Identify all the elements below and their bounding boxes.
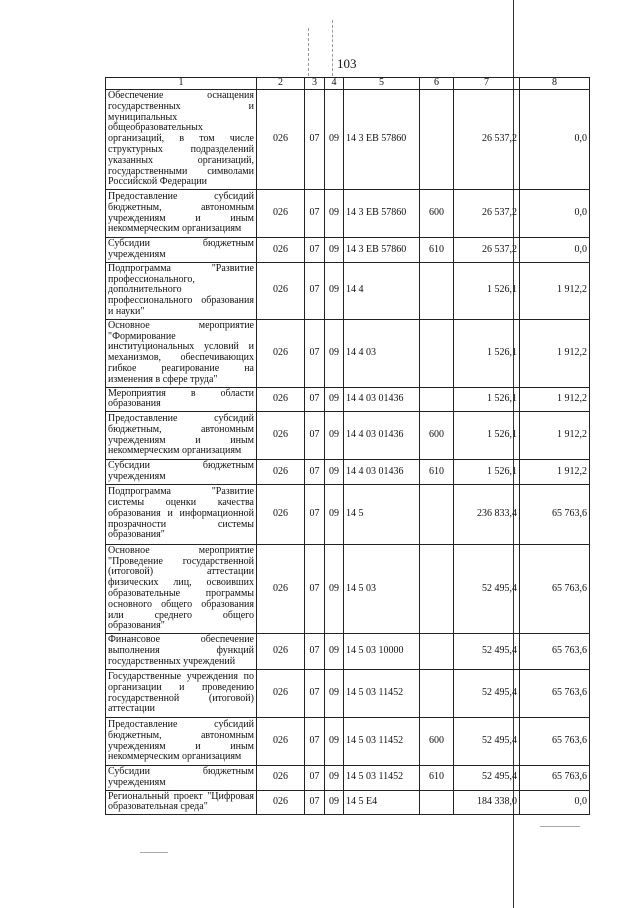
header-row bbox=[106, 78, 590, 90]
table-row bbox=[106, 670, 590, 718]
cell-expense-type: 600 bbox=[420, 412, 454, 460]
cell-subsection: 09 bbox=[325, 790, 344, 815]
cell-amount-1: 52 495,4 bbox=[454, 544, 520, 633]
cell-amount-2: 65 763,6 bbox=[520, 766, 590, 791]
cell-amount-1: 52 495,4 bbox=[454, 766, 520, 791]
row-name: Предоставление субсидий бюджетным, автономным учреждениям и иным некоммерческим организациям bbox=[106, 412, 257, 460]
cell-section: 07 bbox=[305, 412, 325, 460]
row-name: Субсидии бюджетным учреждениям bbox=[106, 238, 257, 263]
column-header: 1 bbox=[106, 78, 257, 90]
row-name: Финансовое обеспечение выполнения функций государственных учреждений bbox=[106, 634, 257, 670]
cell-target-article: 14 5 03 11452 bbox=[344, 766, 420, 791]
cell-expense-type: 610 bbox=[420, 238, 454, 263]
table-row bbox=[106, 412, 590, 460]
cell-expense-type: 600 bbox=[420, 190, 454, 238]
cell-expense-type bbox=[420, 319, 454, 387]
table-row bbox=[106, 718, 590, 766]
cell-amount-2: 0,0 bbox=[520, 90, 590, 190]
cell-target-article: 14 3 ЕВ 57860 bbox=[344, 90, 420, 190]
cell-admin-code: 026 bbox=[257, 634, 305, 670]
cell-section: 07 bbox=[305, 790, 325, 815]
cell-subsection: 09 bbox=[325, 387, 344, 412]
cell-subsection: 09 bbox=[325, 412, 344, 460]
cell-expense-type bbox=[420, 90, 454, 190]
cell-amount-1: 184 338,0 bbox=[454, 790, 520, 815]
cell-section: 07 bbox=[305, 238, 325, 263]
cell-target-article: 14 3 ЕВ 57860 bbox=[344, 190, 420, 238]
row-name: Обеспечение оснащения государственных и муниципальных общеобразовательных организаций, в том числе структурных подразделений указанных организаций, государственными символами Российской Федерации bbox=[106, 90, 257, 190]
cell-target-article: 14 3 ЕВ 57860 bbox=[344, 238, 420, 263]
cell-amount-1: 52 495,4 bbox=[454, 670, 520, 718]
cell-amount-1: 1 526,1 bbox=[454, 262, 520, 319]
table-row bbox=[106, 544, 590, 633]
cell-amount-2: 0,0 bbox=[520, 238, 590, 263]
cell-section: 07 bbox=[305, 262, 325, 319]
row-name: Основное мероприятие "Проведение государственной (итоговой) аттестации физических лиц, освоивших образовательные программы основного общего образования или среднего общего образования" bbox=[106, 544, 257, 633]
cell-admin-code: 026 bbox=[257, 670, 305, 718]
cell-subsection: 09 bbox=[325, 190, 344, 238]
column-header: 5 bbox=[344, 78, 420, 90]
row-name: Предоставление субсидий бюджетным, автономным учреждениям и иным некоммерческим организациям bbox=[106, 190, 257, 238]
cell-target-article: 14 5 03 bbox=[344, 544, 420, 633]
cell-section: 07 bbox=[305, 670, 325, 718]
cell-amount-2: 0,0 bbox=[520, 190, 590, 238]
row-name: Субсидии бюджетным учреждениям bbox=[106, 766, 257, 791]
cell-amount-2: 0,0 bbox=[520, 790, 590, 815]
cell-section: 07 bbox=[305, 766, 325, 791]
cell-subsection: 09 bbox=[325, 544, 344, 633]
cell-target-article: 14 5 Е4 bbox=[344, 790, 420, 815]
table-row bbox=[106, 319, 590, 387]
cell-subsection: 09 bbox=[325, 238, 344, 263]
cell-admin-code: 026 bbox=[257, 790, 305, 815]
cell-amount-2: 65 763,6 bbox=[520, 484, 590, 544]
cell-target-article: 14 4 03 bbox=[344, 319, 420, 387]
cell-section: 07 bbox=[305, 718, 325, 766]
cell-section: 07 bbox=[305, 90, 325, 190]
cell-admin-code: 026 bbox=[257, 718, 305, 766]
cell-target-article: 14 4 03 01436 bbox=[344, 387, 420, 412]
page-number: 103 bbox=[337, 56, 357, 71]
cell-amount-1: 26 537,2 bbox=[454, 190, 520, 238]
cell-amount-2: 1 912,2 bbox=[520, 262, 590, 319]
cell-expense-type bbox=[420, 670, 454, 718]
cell-amount-1: 236 833,4 bbox=[454, 484, 520, 544]
table-row bbox=[106, 766, 590, 791]
cell-amount-1: 26 537,2 bbox=[454, 238, 520, 263]
cell-subsection: 09 bbox=[325, 90, 344, 190]
cell-subsection: 09 bbox=[325, 766, 344, 791]
row-name: Субсидии бюджетным учреждениям bbox=[106, 460, 257, 485]
cell-amount-2: 65 763,6 bbox=[520, 544, 590, 633]
table-row bbox=[106, 387, 590, 412]
cell-expense-type: 610 bbox=[420, 460, 454, 485]
cell-admin-code: 026 bbox=[257, 460, 305, 485]
column-header: 3 bbox=[305, 78, 325, 90]
cell-expense-type bbox=[420, 634, 454, 670]
scan-artifact-dash bbox=[332, 20, 333, 76]
cell-section: 07 bbox=[305, 634, 325, 670]
budget-table bbox=[105, 77, 590, 815]
scan-artifact-tick bbox=[540, 826, 580, 827]
scan-artifact-tick bbox=[140, 852, 168, 853]
cell-subsection: 09 bbox=[325, 718, 344, 766]
row-name: Региональный проект "Цифровая образовательная среда" bbox=[106, 790, 257, 815]
cell-amount-1: 1 526,1 bbox=[454, 412, 520, 460]
cell-target-article: 14 5 03 11452 bbox=[344, 718, 420, 766]
cell-amount-2: 65 763,6 bbox=[520, 670, 590, 718]
cell-target-article: 14 4 03 01436 bbox=[344, 412, 420, 460]
cell-subsection: 09 bbox=[325, 670, 344, 718]
cell-amount-2: 65 763,6 bbox=[520, 718, 590, 766]
row-name: Предоставление субсидий бюджетным, автономным учреждениям и иным некоммерческим организациям bbox=[106, 718, 257, 766]
cell-target-article: 14 4 bbox=[344, 262, 420, 319]
column-header: 4 bbox=[325, 78, 344, 90]
row-name: Основное мероприятие "Формирование институциональных условий и механизмов, обеспечивающих гибкое реагирование на изменения в сфере труда" bbox=[106, 319, 257, 387]
table-row bbox=[106, 90, 590, 190]
cell-amount-2: 1 912,2 bbox=[520, 412, 590, 460]
cell-admin-code: 026 bbox=[257, 319, 305, 387]
cell-admin-code: 026 bbox=[257, 238, 305, 263]
row-name: Государственные учреждения по организации и проведению государственной (итоговой) аттестации bbox=[106, 670, 257, 718]
cell-expense-type bbox=[420, 262, 454, 319]
cell-target-article: 14 5 bbox=[344, 484, 420, 544]
cell-amount-2: 1 912,2 bbox=[520, 319, 590, 387]
cell-admin-code: 026 bbox=[257, 766, 305, 791]
row-name: Подпрограмма "Развитие профессионального, дополнительного профессионального образования и науки" bbox=[106, 262, 257, 319]
cell-admin-code: 026 bbox=[257, 544, 305, 633]
cell-amount-1: 52 495,4 bbox=[454, 718, 520, 766]
cell-section: 07 bbox=[305, 319, 325, 387]
cell-section: 07 bbox=[305, 190, 325, 238]
column-header: 7 bbox=[454, 78, 520, 90]
cell-expense-type: 600 bbox=[420, 718, 454, 766]
cell-admin-code: 026 bbox=[257, 90, 305, 190]
cell-admin-code: 026 bbox=[257, 190, 305, 238]
cell-subsection: 09 bbox=[325, 460, 344, 485]
table-row bbox=[106, 190, 590, 238]
cell-amount-2: 1 912,2 bbox=[520, 460, 590, 485]
cell-admin-code: 026 bbox=[257, 262, 305, 319]
table-row bbox=[106, 484, 590, 544]
cell-admin-code: 026 bbox=[257, 387, 305, 412]
cell-section: 07 bbox=[305, 484, 325, 544]
row-name: Подпрограмма "Развитие системы оценки качества образования и информационной прозрачности системы образования" bbox=[106, 484, 257, 544]
cell-target-article: 14 5 03 10000 bbox=[344, 634, 420, 670]
cell-expense-type bbox=[420, 387, 454, 412]
column-header: 8 bbox=[520, 78, 590, 90]
cell-expense-type bbox=[420, 790, 454, 815]
cell-amount-1: 52 495,4 bbox=[454, 634, 520, 670]
scan-artifact-dash bbox=[308, 28, 309, 76]
cell-section: 07 bbox=[305, 387, 325, 412]
cell-target-article: 14 5 03 11452 bbox=[344, 670, 420, 718]
column-header: 2 bbox=[257, 78, 305, 90]
cell-amount-2: 65 763,6 bbox=[520, 634, 590, 670]
table-row bbox=[106, 238, 590, 263]
cell-amount-1: 1 526,1 bbox=[454, 319, 520, 387]
row-name: Мероприятия в области образования bbox=[106, 387, 257, 412]
table-row bbox=[106, 460, 590, 485]
cell-admin-code: 026 bbox=[257, 484, 305, 544]
cell-amount-1: 26 537,2 bbox=[454, 90, 520, 190]
cell-amount-1: 1 526,1 bbox=[454, 387, 520, 412]
cell-subsection: 09 bbox=[325, 484, 344, 544]
cell-amount-1: 1 526,1 bbox=[454, 460, 520, 485]
cell-expense-type bbox=[420, 484, 454, 544]
cell-amount-2: 1 912,2 bbox=[520, 387, 590, 412]
table-row bbox=[106, 634, 590, 670]
cell-section: 07 bbox=[305, 460, 325, 485]
cell-section: 07 bbox=[305, 544, 325, 633]
table-row bbox=[106, 262, 590, 319]
column-header: 6 bbox=[420, 78, 454, 90]
cell-expense-type bbox=[420, 544, 454, 633]
cell-expense-type: 610 bbox=[420, 766, 454, 791]
cell-subsection: 09 bbox=[325, 319, 344, 387]
cell-admin-code: 026 bbox=[257, 412, 305, 460]
table-row bbox=[106, 790, 590, 815]
cell-subsection: 09 bbox=[325, 634, 344, 670]
cell-subsection: 09 bbox=[325, 262, 344, 319]
cell-target-article: 14 4 03 01436 bbox=[344, 460, 420, 485]
